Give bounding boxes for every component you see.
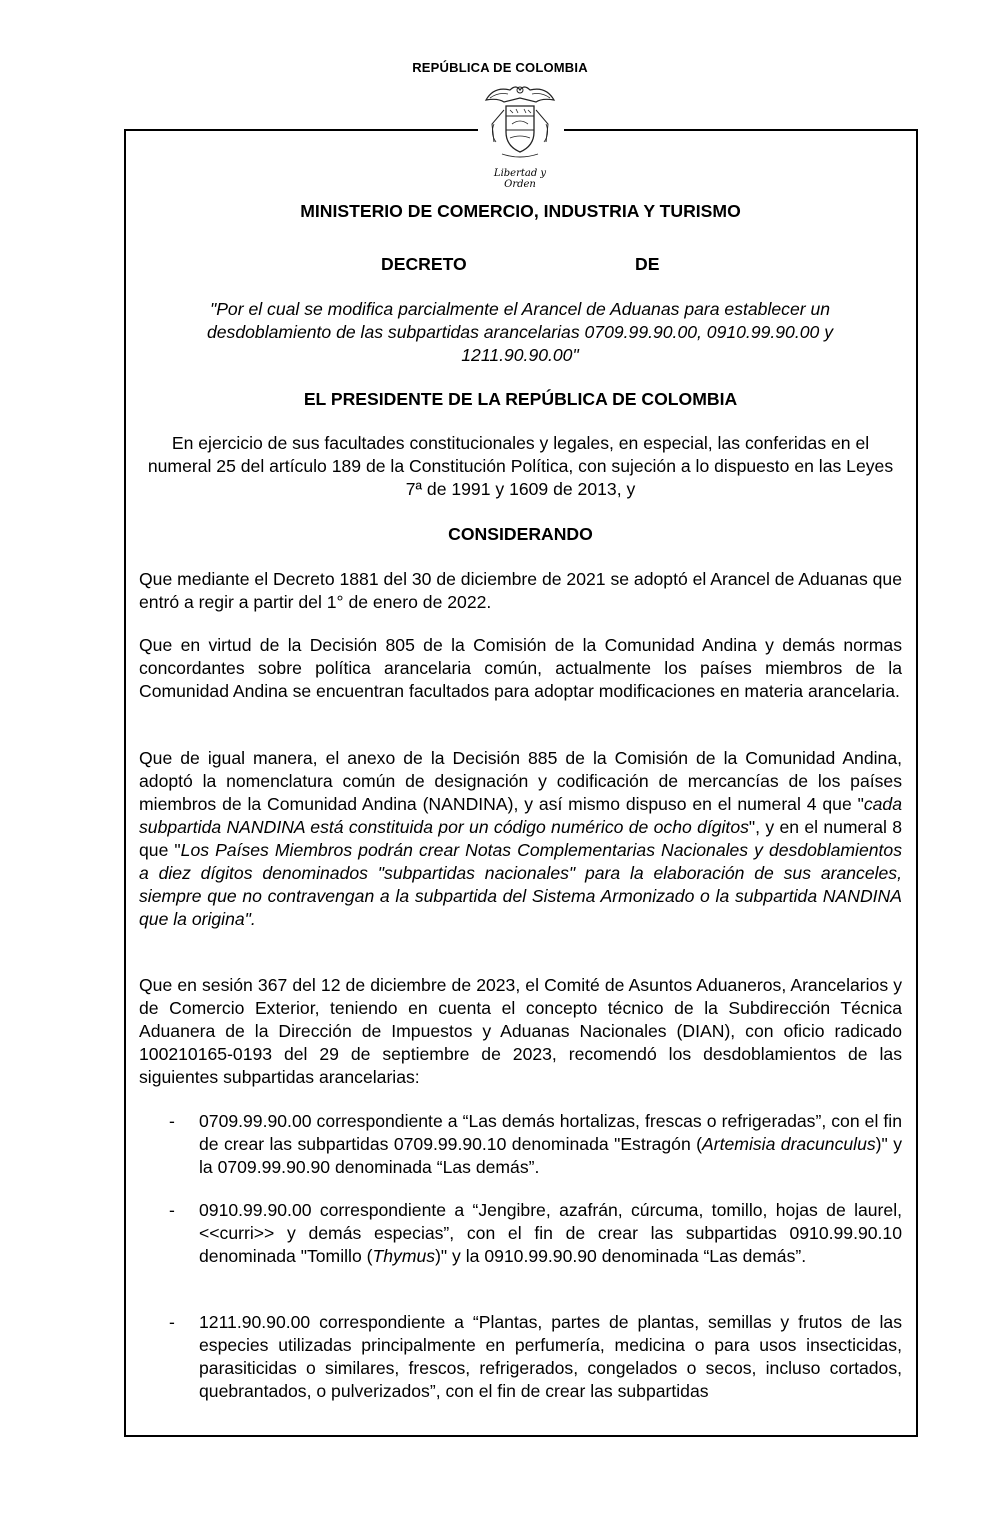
bullet-dash: - bbox=[169, 1200, 175, 1220]
bullet-2-part-c: )" y la 0910.99.90.90 denominada “Las demás”. bbox=[435, 1246, 807, 1266]
paragraph-4: Que en sesión 367 del 12 de diciembre de 2023, el Comité de Asuntos Aduaneros, Arancelarios y de Comercio Exterior, teniendo en cuenta el concepto técnico de la Subdirección Técnica Aduanera de la Dirección de Impuestos y Aduanas Nacionales (DIAN), con oficio radicado 100210165-0193 del 29 de septiembre de 2023, recomendó los desdoblamientos de las siguientes subpartidas arancelarias: bbox=[139, 975, 902, 1087]
considerando-heading: CONSIDERANDO bbox=[448, 524, 593, 544]
bullet-dash: - bbox=[169, 1111, 175, 1131]
republic-heading: REPÚBLICA DE COLOMBIA bbox=[412, 60, 588, 75]
motto: Libertad y Orden bbox=[493, 168, 547, 190]
bullet-2-genus: Thymus bbox=[372, 1246, 436, 1266]
paragraph-3 bbox=[139, 747, 902, 931]
bullet-1-part-a: 0709.99.90.00 correspondiente a “Las demás hortalizas, frescas o refrigeradas”, con el fin de crear las subpartidas 0709.99.90.10 denominada "Estragón ( bbox=[199, 1111, 902, 1154]
paragraph-3-part-a: Que de igual manera, el anexo de la Decisión 885 de la Comisión de la Comunidad Andina, adoptó la nomenclatura común de designación y codificación de mercancías de los países miembros de la Comunidad Andina (NANDINA), y así mismo dispuso en el numeral 4 que " bbox=[139, 748, 902, 814]
bullet-1-species: Artemisia dracunculus bbox=[702, 1134, 876, 1154]
bullet-item-3 bbox=[139, 1311, 902, 1403]
bullet-dash: - bbox=[169, 1312, 175, 1332]
bullet-text-1 bbox=[199, 1110, 902, 1179]
bullet-2-part-a: 0910.99.90.00 correspondiente a “Jengibre, azafrán, cúrcuma, tomillo, hojas de laurel, <<curri>> y demás especias”, con el fin de crear las subpartidas 0910.99.90.10 denominada "Tomillo ( bbox=[199, 1200, 902, 1266]
paragraph-3-quote-2: Los Países Miembros podrán crear Notas Complementarias Nacionales y desdoblamientos a diez dígitos denominados "subpartidas nacionales" para la elaboración de sus aranceles, siempre que no contravengan a la subpartida del Sistema Armonizado o la subpartida NANDINA que la origina". bbox=[139, 840, 902, 929]
decree-title: "Por el cual se modifica parcialmente el Arancel de Aduanas para establecer un desdoblamiento de las subpartidas arancelarias 0709.99.90.00, 0910.99.90.00 y 1211.90.90.00" bbox=[206, 299, 833, 365]
bullet-text-3: 1211.90.90.00 correspondiente a “Plantas, partes de plantas, semillas y frutos de las especies utilizadas principalmente en perfumería, medicina o para usos insecticidas, parasiticidas o similares, frescos, refrigerados, congelados o secos, incluso cortados, quebrantados, o pulverizados”, con el fin de crear las subpartidas bbox=[199, 1312, 902, 1401]
paragraph-2: Que en virtud de la Decisión 805 de la Comisión de la Comunidad Andina y demás normas concordantes sobre política arancelaria común, actualmente los países miembros de la Comunidad Andina se encuentran facultados para adoptar modificaciones en materia arancelaria. bbox=[139, 635, 902, 701]
paragraph-1: Que mediante el Decreto 1881 del 30 de diciembre de 2021 se adoptó el Arancel de Aduanas que entró a regir a partir del 1° de enero de 2022. bbox=[139, 569, 902, 612]
bullet-1-part-c: )" y la 0709.99.90.90 denominada “Las demás”. bbox=[199, 1134, 902, 1177]
bullet-item-2 bbox=[139, 1199, 902, 1268]
decree-de: DE bbox=[635, 254, 660, 274]
paragraph-3-part-c: ", y en el numeral 8 que " bbox=[139, 817, 902, 860]
ministry-heading: MINISTERIO DE COMERCIO, INDUSTRIA Y TURISMO bbox=[300, 201, 741, 221]
paragraph-3-quote-1: cada subpartida NANDINA está constituida por un código numérico de ocho dígitos bbox=[139, 794, 902, 837]
president-heading: EL PRESIDENTE DE LA REPÚBLICA DE COLOMBIA bbox=[303, 389, 738, 409]
bullet-text-2 bbox=[199, 1199, 902, 1268]
bullet-item-1 bbox=[139, 1110, 902, 1179]
decree-label: DECRETO bbox=[381, 254, 467, 274]
powers-paragraph: En ejercicio de sus facultades constitucionales y legales, en especial, las conferidas en el numeral 25 del artículo 189 de la Constitución Política, con sujeción a lo dispuesto en las Leyes 7ª de 1991 y 1609 de 2013, y bbox=[147, 433, 894, 499]
